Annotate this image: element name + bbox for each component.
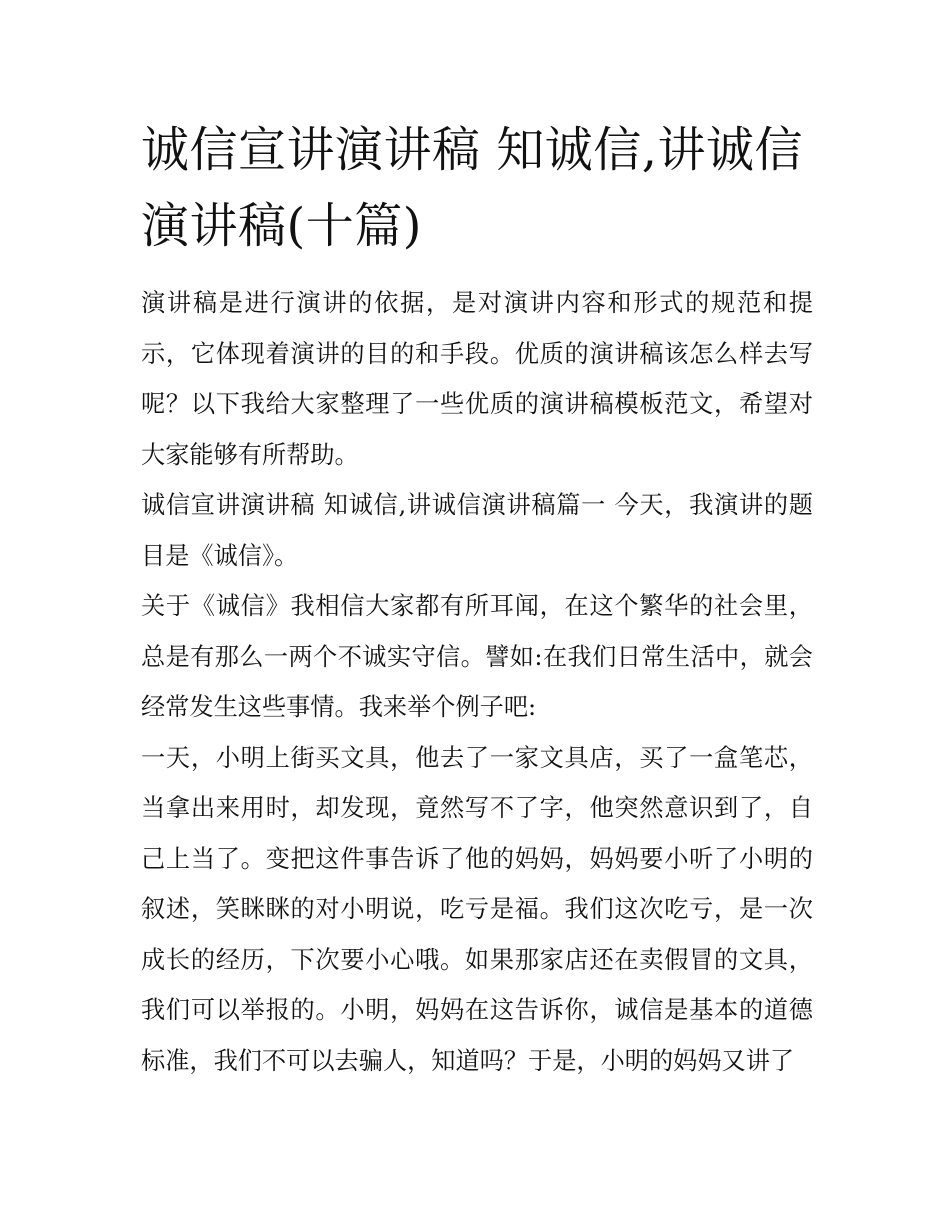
paragraph-topic: 诚信宣讲演讲稿 知诚信,讲诚信演讲稿篇一 今天，我演讲的题目是《诚信》。 bbox=[141, 491, 813, 570]
paragraph-background: 关于《诚信》我相信大家都有所耳闻，在这个繁华的社会里，总是有那么一两个不诚实守信。譬如:在我们日常生活中，就会经常发生这些事情。我来举个例子吧: bbox=[141, 592, 813, 721]
document-page bbox=[141, 112, 813, 1086]
paragraph-story: 一天，小明上街买文具，他去了一家文具店，买了一盒笔芯，当拿出来用时，却发现，竟然写不了字，他突然意识到了，自己上当了。变把这件事告诉了他的妈妈，妈妈要小听了小明的叙述，笑眯眯的对小明说，吃亏是福。我们这次吃亏，是一次成长的经历，下次要小心哦。如果那家店还在卖假冒的文具，我们可以举报的。小明，妈妈在这告诉你，诚信是基本的道德标准，我们不可以去骗人，知道吗？于是，小明的妈妈又讲了 bbox=[141, 743, 813, 1075]
document-title: 诚信宣讲演讲稿 知诚信,讲诚信演讲稿(十篇) bbox=[141, 122, 804, 254]
paragraph-intro: 演讲稿是进行演讲的依据，是对演讲内容和形式的规范和提示，它体现着演讲的目的和手段。优质的演讲稿该怎么样去写呢？以下我给大家整理了一些优质的演讲稿模板范文，希望对大家能够有所帮助。 bbox=[141, 289, 813, 469]
